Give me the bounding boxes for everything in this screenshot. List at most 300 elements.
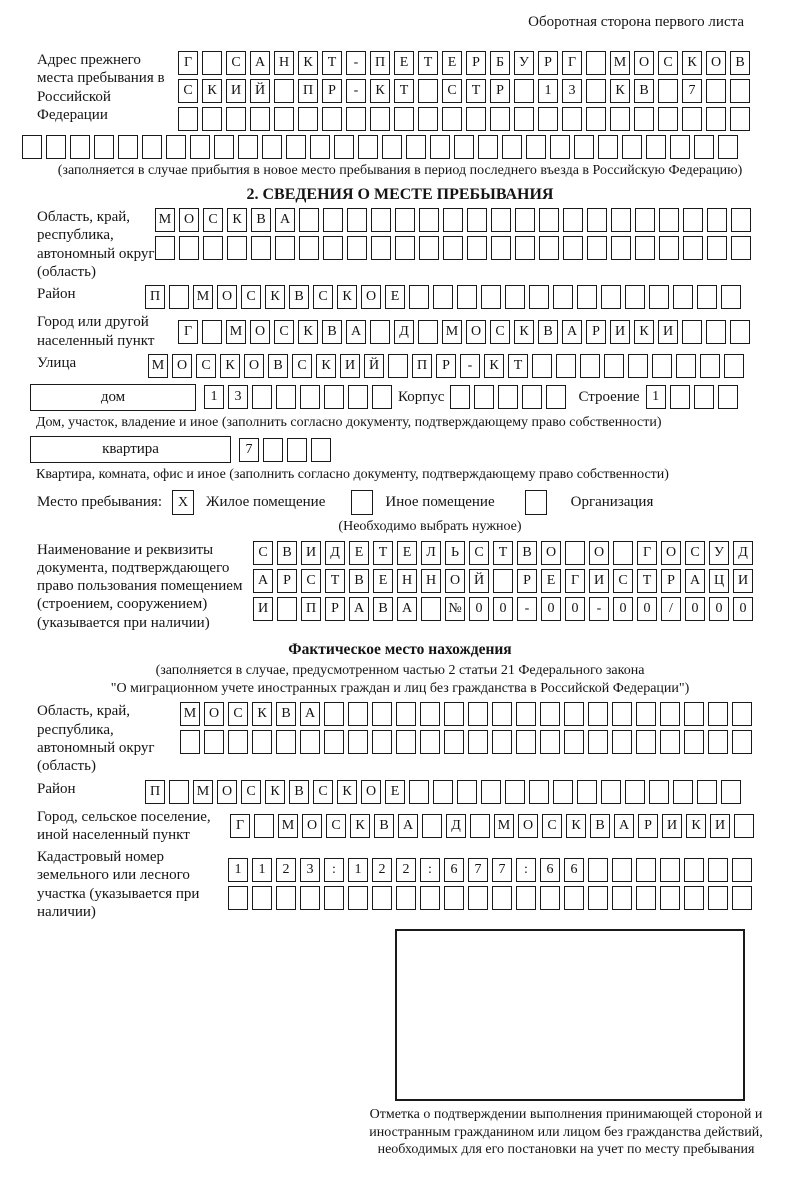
document-block [37, 541, 800, 632]
char-cell [684, 886, 704, 910]
char-cell [468, 886, 488, 910]
stay-type-note: (Необходимо выбрать нужное) [338, 519, 522, 535]
char-cell [228, 886, 248, 910]
char-cell [262, 135, 282, 159]
char-cell: Б [490, 51, 510, 75]
residential-label: Жилое помещение [206, 494, 326, 511]
char-cell: Р [322, 79, 342, 103]
char-cell [298, 107, 318, 131]
char-cell [348, 886, 368, 910]
char-cell [522, 385, 542, 409]
char-cell [491, 236, 511, 260]
char-cell [563, 208, 583, 232]
char-cell: О [661, 541, 681, 565]
char-cell [700, 354, 720, 378]
char-cell: Й [469, 569, 489, 593]
char-cell [564, 730, 584, 754]
char-cell [396, 730, 416, 754]
char-cell [636, 858, 656, 882]
char-cell [324, 385, 344, 409]
char-cell [142, 135, 162, 159]
char-cell: О [706, 51, 726, 75]
char-cell: А [275, 208, 295, 232]
char-cell: 7 [239, 438, 259, 462]
char-cell: В [251, 208, 271, 232]
char-cell [348, 730, 368, 754]
char-cell [250, 107, 270, 131]
char-cell [118, 135, 138, 159]
char-cell: Р [325, 597, 345, 621]
char-cell [324, 702, 344, 726]
char-cell: С [196, 354, 216, 378]
actual-district-label: Район [37, 780, 76, 797]
char-cell: И [340, 354, 360, 378]
char-cell [276, 730, 296, 754]
char-cell [420, 730, 440, 754]
district-label: Район [37, 286, 76, 303]
char-cell [515, 208, 535, 232]
char-cell: 0 [469, 597, 489, 621]
char-cell [371, 208, 391, 232]
char-cell: / [661, 597, 681, 621]
char-cell [540, 702, 560, 726]
char-cell: К [370, 79, 390, 103]
char-cell: П [145, 285, 165, 309]
char-cell [419, 208, 439, 232]
region-row-2 [155, 236, 751, 260]
char-cell [659, 236, 679, 260]
char-cell [323, 236, 343, 260]
char-cell [683, 236, 703, 260]
char-cell [311, 438, 331, 462]
document-row-1 [253, 541, 753, 565]
char-cell: О [204, 702, 224, 726]
char-cell: Р [490, 79, 510, 103]
char-cell [731, 208, 751, 232]
char-cell [731, 236, 751, 260]
char-cell: И [301, 541, 321, 565]
char-cell [532, 354, 552, 378]
char-cell: Е [394, 51, 414, 75]
confirmation-stamp-caption: Отметка о подтверждении выполнения принимающей стороной и иностранным гражданином или лицом без гражданства действий, необходимых для его постановки на учет по месту пребывания [369, 1107, 763, 1158]
char-cell: Г [178, 51, 198, 75]
char-cell [372, 730, 392, 754]
char-cell: 6 [564, 858, 584, 882]
char-cell [46, 135, 66, 159]
char-cell: П [370, 51, 390, 75]
organization-checkbox [525, 490, 547, 515]
char-cell: С [313, 285, 333, 309]
actual-city-label: Город, сельское поселение, иной населенный пункт [37, 808, 211, 843]
char-cell: 6 [540, 858, 560, 882]
char-cell [299, 208, 319, 232]
char-cell [348, 385, 368, 409]
apartment-type-box: квартира [30, 436, 231, 463]
char-cell: В [374, 814, 394, 838]
char-cell: Р [517, 569, 537, 593]
char-cell: И [662, 814, 682, 838]
char-cell: К [227, 208, 247, 232]
char-cell: Е [541, 569, 561, 593]
char-cell [697, 285, 717, 309]
char-cell: А [250, 51, 270, 75]
char-cell: Р [638, 814, 658, 838]
region-rows [155, 208, 751, 260]
char-cell: Р [586, 320, 606, 344]
char-cell: У [514, 51, 534, 75]
char-cell [358, 135, 378, 159]
char-cell [636, 730, 656, 754]
char-cell: Г [230, 814, 250, 838]
char-cell: К [566, 814, 586, 838]
char-cell [732, 730, 752, 754]
char-cell [324, 730, 344, 754]
char-cell [493, 569, 513, 593]
char-cell [252, 886, 272, 910]
char-cell [420, 886, 440, 910]
char-cell [515, 236, 535, 260]
char-cell: Т [508, 354, 528, 378]
char-cell [636, 886, 656, 910]
organization-label: Организация [570, 494, 654, 511]
char-cell [516, 702, 536, 726]
char-cell: Е [373, 569, 393, 593]
char-cell [604, 354, 624, 378]
char-cell: С [685, 541, 705, 565]
char-cell: К [265, 285, 285, 309]
char-cell: В [268, 354, 288, 378]
cadastral-rows [228, 848, 752, 910]
char-cell [706, 107, 726, 131]
char-cell: О [589, 541, 609, 565]
char-cell [586, 79, 606, 103]
char-cell [409, 285, 429, 309]
street-row [148, 354, 744, 378]
char-cell [564, 886, 584, 910]
char-cell [660, 730, 680, 754]
char-cell: П [412, 354, 432, 378]
char-cell [718, 385, 738, 409]
region-label: Область, край, республика, автономный округ (область) [37, 209, 155, 281]
previous-address-note: (заполняется в случае прибытия в новое место пребывания в период последнего въезда в Российскую Федерацию) [57, 163, 743, 178]
char-cell [454, 135, 474, 159]
char-cell [444, 730, 464, 754]
char-cell [529, 285, 549, 309]
char-cell: О [250, 320, 270, 344]
char-cell [694, 135, 714, 159]
char-cell: Р [436, 354, 456, 378]
char-cell [684, 730, 704, 754]
char-cell: О [179, 208, 199, 232]
char-cell [721, 285, 741, 309]
char-cell [202, 51, 222, 75]
char-cell [708, 702, 728, 726]
char-cell: Н [421, 569, 441, 593]
char-cell: С [658, 51, 678, 75]
actual-city-block [37, 808, 800, 845]
document-label: Наименование и реквизиты документа, подтверждающего право пользования помещением (строением, сооружением) (указывается при наличии) [37, 541, 243, 631]
char-cell [252, 385, 272, 409]
char-cell [586, 51, 606, 75]
char-cell [649, 780, 669, 804]
char-cell [323, 208, 343, 232]
cadastral-row-1 [228, 858, 752, 882]
char-cell [300, 730, 320, 754]
char-cell [481, 285, 501, 309]
char-cell [442, 107, 462, 131]
char-cell: Е [385, 780, 405, 804]
cadastral-block [37, 848, 800, 921]
char-cell [612, 730, 632, 754]
char-cell [562, 107, 582, 131]
char-cell [468, 702, 488, 726]
char-cell [276, 385, 296, 409]
char-cell [684, 858, 704, 882]
char-cell [430, 135, 450, 159]
char-cell: Г [178, 320, 198, 344]
char-cell [372, 702, 392, 726]
char-cell [516, 886, 536, 910]
char-cell [498, 385, 518, 409]
char-cell: В [517, 541, 537, 565]
house-type-box: дом [30, 384, 196, 411]
char-cell: С [442, 79, 462, 103]
char-cell: С [326, 814, 346, 838]
char-cell [601, 285, 621, 309]
char-cell: И [589, 569, 609, 593]
char-cell: Д [446, 814, 466, 838]
actual-location-note-1: (заполняется в случае, предусмотренном частью 2 статьи 21 Федерального закона [155, 663, 645, 679]
char-cell [676, 354, 696, 378]
char-cell [611, 236, 631, 260]
page-header: Оборотная сторона первого листа [528, 14, 744, 30]
char-cell [673, 780, 693, 804]
char-cell: Р [466, 51, 486, 75]
char-cell [481, 780, 501, 804]
char-cell [409, 780, 429, 804]
char-cell: 1 [348, 858, 368, 882]
char-cell: Т [466, 79, 486, 103]
char-cell: 3 [562, 79, 582, 103]
district-block [37, 285, 800, 309]
char-cell: Ц [709, 569, 729, 593]
char-cell: С [490, 320, 510, 344]
char-cell: 3 [300, 858, 320, 882]
confirmation-stamp-box [395, 929, 745, 1101]
char-cell: 7 [682, 79, 702, 103]
char-cell [707, 236, 727, 260]
cadastral-row-2 [228, 886, 752, 910]
char-cell: 0 [493, 597, 513, 621]
char-cell [502, 135, 522, 159]
char-cell [628, 354, 648, 378]
char-cell [277, 597, 297, 621]
char-cell [418, 107, 438, 131]
residential-checkbox: X [172, 490, 194, 515]
char-cell [673, 285, 693, 309]
char-cell: А [253, 569, 273, 593]
previous-address-row-2 [178, 79, 750, 103]
char-cell [697, 780, 717, 804]
char-cell: Т [325, 569, 345, 593]
district-row [145, 285, 741, 309]
char-cell [347, 208, 367, 232]
char-cell: - [346, 51, 366, 75]
char-cell [22, 135, 42, 159]
apartment-note: Квартира, комната, офис и иное (заполнить согласно документу, подтверждающему право собственности) [36, 467, 669, 483]
char-cell: Д [325, 541, 345, 565]
char-cell [694, 385, 714, 409]
char-cell: 2 [276, 858, 296, 882]
char-cell: С [274, 320, 294, 344]
char-cell: К [337, 285, 357, 309]
previous-address-block [37, 51, 800, 131]
char-cell [601, 780, 621, 804]
char-cell [346, 107, 366, 131]
char-cell: В [276, 702, 296, 726]
char-cell [707, 208, 727, 232]
char-cell: О [634, 51, 654, 75]
char-cell: У [709, 541, 729, 565]
region-row-1 [155, 208, 751, 232]
char-cell [179, 236, 199, 260]
char-cell [70, 135, 90, 159]
char-cell [418, 79, 438, 103]
char-cell [539, 236, 559, 260]
char-cell [659, 208, 679, 232]
char-cell: В [538, 320, 558, 344]
actual-location-title: Фактическое место нахождения [288, 641, 512, 659]
char-cell [457, 780, 477, 804]
char-cell: 0 [565, 597, 585, 621]
char-cell [300, 385, 320, 409]
char-cell [418, 320, 438, 344]
char-cell [721, 780, 741, 804]
char-cell [406, 135, 426, 159]
previous-address-rows [178, 51, 750, 131]
char-cell: В [590, 814, 610, 838]
char-cell: Т [637, 569, 657, 593]
char-cell: П [301, 597, 321, 621]
char-cell: С [241, 285, 261, 309]
char-cell [708, 730, 728, 754]
char-cell [419, 236, 439, 260]
char-cell [396, 702, 416, 726]
char-cell [371, 236, 391, 260]
char-cell: Г [562, 51, 582, 75]
korpus-label: Корпус [398, 388, 445, 405]
char-cell [577, 285, 597, 309]
char-cell: 6 [444, 858, 464, 882]
char-cell [649, 285, 669, 309]
char-cell [514, 107, 534, 131]
char-cell [467, 208, 487, 232]
char-cell [625, 780, 645, 804]
char-cell [652, 354, 672, 378]
actual-region-row-1 [180, 702, 752, 726]
previous-address-row-4 [22, 135, 800, 159]
char-cell [732, 886, 752, 910]
char-cell [348, 702, 368, 726]
char-cell [478, 135, 498, 159]
char-cell [660, 886, 680, 910]
char-cell: И [733, 569, 753, 593]
char-cell [347, 236, 367, 260]
char-cell: 3 [228, 385, 248, 409]
char-cell: М [442, 320, 462, 344]
char-cell [166, 135, 186, 159]
char-cell: О [172, 354, 192, 378]
house-number-row [204, 385, 392, 409]
char-cell: Н [274, 51, 294, 75]
actual-district-block [37, 780, 800, 804]
char-cell [490, 107, 510, 131]
char-cell [564, 702, 584, 726]
actual-region-rows [180, 702, 752, 754]
char-cell: : [516, 858, 536, 882]
char-cell [636, 702, 656, 726]
char-cell: Р [538, 51, 558, 75]
char-cell: - [517, 597, 537, 621]
char-cell [300, 886, 320, 910]
char-cell: 2 [396, 858, 416, 882]
char-cell: Г [565, 569, 585, 593]
char-cell [682, 320, 702, 344]
char-cell: К [337, 780, 357, 804]
char-cell: П [298, 79, 318, 103]
actual-district-row [145, 780, 741, 804]
char-cell: С [203, 208, 223, 232]
char-cell: Т [418, 51, 438, 75]
char-cell [370, 107, 390, 131]
char-cell [670, 135, 690, 159]
char-cell [396, 886, 416, 910]
char-cell [444, 702, 464, 726]
char-cell [214, 135, 234, 159]
char-cell [228, 730, 248, 754]
char-cell [492, 886, 512, 910]
char-cell [226, 107, 246, 131]
char-cell: В [289, 780, 309, 804]
char-cell [730, 320, 750, 344]
other-premises-label: Иное помещение [385, 494, 495, 511]
char-cell: В [349, 569, 369, 593]
char-cell [251, 236, 271, 260]
char-cell [299, 236, 319, 260]
char-cell [563, 236, 583, 260]
char-cell [155, 236, 175, 260]
char-cell: 1 [252, 858, 272, 882]
char-cell: Д [394, 320, 414, 344]
char-cell [443, 208, 463, 232]
char-cell [588, 730, 608, 754]
char-cell: - [346, 79, 366, 103]
char-cell [556, 354, 576, 378]
char-cell [724, 354, 744, 378]
char-cell [468, 730, 488, 754]
char-cell [238, 135, 258, 159]
char-cell: А [349, 597, 369, 621]
char-cell: П [145, 780, 165, 804]
char-cell [433, 285, 453, 309]
stroenie-row [646, 385, 738, 409]
char-cell [466, 107, 486, 131]
char-cell [274, 107, 294, 131]
char-cell [470, 814, 490, 838]
char-cell [588, 886, 608, 910]
apartment-number-row [239, 438, 331, 462]
char-cell [505, 780, 525, 804]
